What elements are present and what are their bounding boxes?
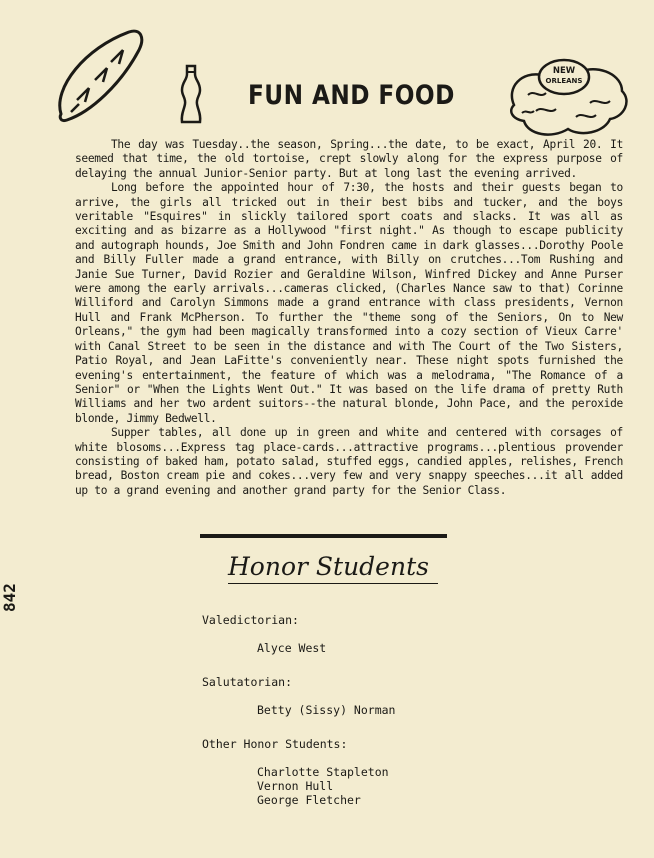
article-body — [75, 138, 623, 498]
honor-student-name: Charlotte Stapleton — [257, 765, 389, 779]
paragraph-3: Supper tables, all done up in green and white and centered with corsages of white blosoms...Express tag place-cards...attractive programs...plentious provender consisting of baked ham, potato salad, stuffed eggs, candied apples, relishes, French bread, Boston cream pie and cokes...very few and very snappy speeches...it all added up to a grand evening and another grand party for the Senior Class. — [75, 426, 623, 497]
salutatorian-name: Betty (Sissy) Norman — [257, 703, 396, 717]
other-honor-students-label: Other Honor Students: — [202, 737, 348, 751]
valedictorian-label: Valedictorian: — [202, 613, 299, 627]
page-number: 842 — [0, 583, 19, 612]
new-orleans-badge — [506, 55, 636, 145]
honor-students-heading: Honor Students — [228, 552, 429, 581]
paragraph-1: The day was Tuesday..the season, Spring...the date, to be exact, April 20. It seemed that time, the old tortoise, crept slowly along for the express purpose of delaying the annual Junior-Senior party. But at long last the evening arrived. — [75, 138, 623, 180]
honor-heading-underline — [228, 583, 438, 584]
badge-line-orleans: ORLEANS — [545, 77, 583, 85]
badge-line-new: NEW — [552, 66, 576, 76]
bread-loaf-icon — [55, 28, 145, 123]
bottle-icon — [176, 64, 206, 126]
honor-student-name: George Fletcher — [257, 793, 361, 807]
honor-students-list — [202, 613, 395, 807]
valedictorian-name: Alyce West — [257, 641, 327, 655]
paragraph-2: Long before the appointed hour of 7:30, the hosts and their guests began to arrive, the girls all tricked out in their best bibs and tucker, and the boys veritable "Esquires" in slickly tailored sport coats and slacks. It was all as exciting and as bizarre as a Hollywood "first night." As though to escape publicity and autograph hounds, Joe Smith and John Fondren came in dark glasses...Dorothy Poole and Billy Fuller made a grand entrance, with Billy on crutches...Tom Rushing and Janie Sue Turner, David Rozier and Geraldine Wilson, Winfred Dickey and Anne Purser were among the early arrivals...cameras clicked, (Charles Nance saw to that) Corinne Williford and Carolyn Simmons made a grand entrance with class presidents, Vernon Hull and Frank McPherson. To further the "theme song of the Seniors, On to New Orleans," the gym had been magically transformed into a cozy section of Vieux Carre' with Canal Street to be seen in the distance and with The Court of the Two Sisters, Patio Royal, and Jean LaFitte's conveniently near. These night spots furnished the evening's entertainment, the feature of which was a melodrama, "The Romance of a Senior" or "When the Lights Went Out." It was based on the life drama of pretty Ruth Williams and her two ardent suitors--the natural blonde, John Pace, and the peroxide blonde, Jimmy Bedwell. — [75, 181, 623, 425]
salutatorian-label: Salutatorian: — [202, 675, 293, 689]
section-divider — [200, 534, 447, 538]
honor-student-name: Vernon Hull — [257, 779, 334, 793]
page-title: FUN AND FOOD — [248, 80, 455, 111]
